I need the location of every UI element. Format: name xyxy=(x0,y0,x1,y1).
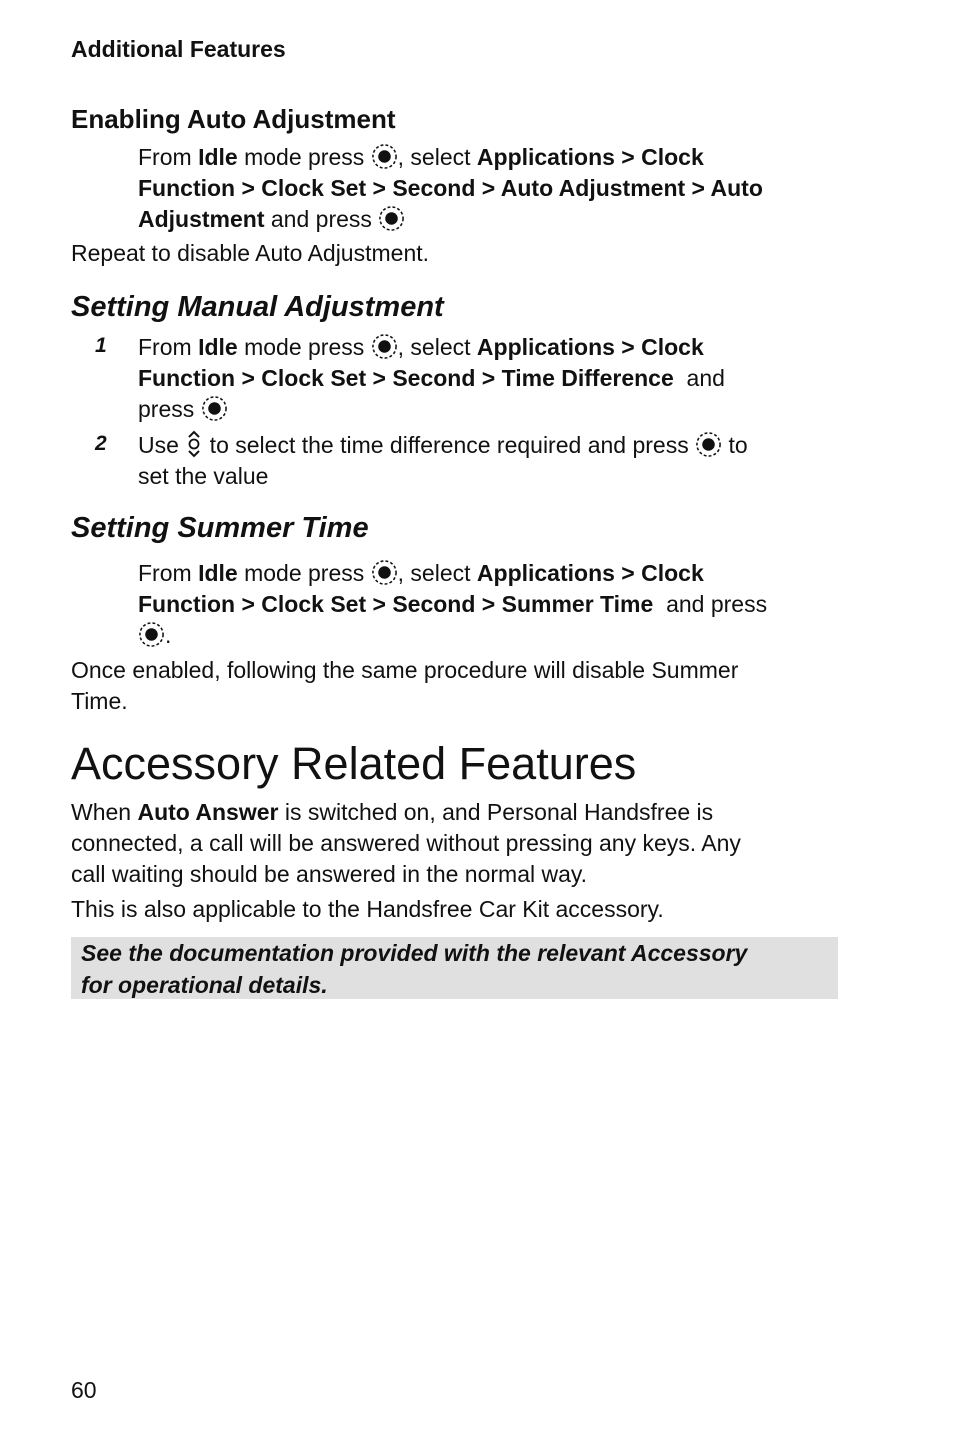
text: mode press xyxy=(237,334,371,360)
select-key-icon xyxy=(371,333,398,360)
text-bold: Applications > Clock xyxy=(476,560,704,586)
select-key-icon xyxy=(695,431,722,458)
text: From xyxy=(138,560,199,586)
page-header: Additional Features xyxy=(71,36,286,62)
manual-step-2 xyxy=(138,430,838,492)
text: to select the time difference required and press xyxy=(203,432,696,458)
auto-adjustment-instructions xyxy=(138,142,838,235)
select-key-icon xyxy=(201,395,228,422)
note-line: See the documentation provided with the relevant Accessory xyxy=(81,940,748,966)
line: call waiting should be answered in the normal way. xyxy=(71,861,588,887)
text-bold: Function > Clock Set > Second > Summer Time xyxy=(138,591,654,617)
text: mode press xyxy=(237,560,371,586)
text: From xyxy=(138,144,199,170)
step-number: 2 xyxy=(95,432,107,455)
line xyxy=(138,204,838,235)
line xyxy=(138,558,838,589)
text-bold: Applications > Clock xyxy=(476,144,704,170)
text: to xyxy=(722,432,748,458)
line: set the value xyxy=(138,463,269,489)
text-bold: Function > Clock Set > Second > Auto Adjustment > Auto xyxy=(138,175,763,201)
text: press xyxy=(138,396,201,422)
text-bold: Idle xyxy=(198,334,238,360)
select-key-icon xyxy=(138,621,165,648)
manual-step-1 xyxy=(138,332,838,425)
text: and xyxy=(673,365,725,391)
line xyxy=(138,589,838,620)
text: and press xyxy=(653,591,768,617)
chapter-title: Accessory Related Features xyxy=(71,738,637,789)
line xyxy=(138,363,838,394)
text-bold: Function > Clock Set > Second > Time Difference xyxy=(138,365,674,391)
repeat-note: Repeat to disable Auto Adjustment. xyxy=(71,240,430,266)
line xyxy=(138,332,838,363)
line xyxy=(138,430,838,461)
section-title-manual-adjustment: Setting Manual Adjustment xyxy=(71,291,444,323)
step-number: 1 xyxy=(95,334,107,357)
text: , select xyxy=(397,560,477,586)
line xyxy=(138,394,838,425)
summer-time-instructions xyxy=(138,558,838,651)
text: When xyxy=(71,799,138,825)
text-bold: Adjustment xyxy=(138,206,265,232)
section-title-auto-adjustment: Enabling Auto Adjustment xyxy=(71,104,396,134)
text: is switched on, and Personal Handsfree is xyxy=(278,799,714,825)
auto-answer-paragraph xyxy=(71,797,838,890)
line: Time. xyxy=(71,688,128,714)
text-bold: Idle xyxy=(198,144,238,170)
line xyxy=(138,173,838,204)
text: , select xyxy=(397,144,477,170)
text-bold: Auto Answer xyxy=(137,799,279,825)
car-kit-paragraph: This is also applicable to the Handsfree Car Kit accessory. xyxy=(71,896,664,922)
line xyxy=(138,142,838,173)
navigate-up-down-icon xyxy=(185,430,203,458)
note-line: for operational details. xyxy=(81,972,328,998)
text: mode press xyxy=(237,144,371,170)
text-bold: Applications > Clock xyxy=(476,334,704,360)
text: , select xyxy=(397,334,477,360)
page-number: 60 xyxy=(71,1377,97,1403)
line: Once enabled, following the same procedure will disable Summer xyxy=(71,657,739,683)
text: and press xyxy=(264,206,379,232)
select-key-icon xyxy=(378,205,405,232)
text: From xyxy=(138,334,199,360)
text: . xyxy=(165,622,172,648)
line xyxy=(71,797,838,828)
section-title-summer-time: Setting Summer Time xyxy=(71,512,369,544)
line xyxy=(138,620,838,651)
select-key-icon xyxy=(371,559,398,586)
summer-time-note xyxy=(71,655,838,717)
text-bold: Idle xyxy=(198,560,238,586)
note-box xyxy=(71,937,838,999)
text: Use xyxy=(138,432,186,458)
select-key-icon xyxy=(371,143,398,170)
line: connected, a call will be answered without pressing any keys. Any xyxy=(71,830,741,856)
